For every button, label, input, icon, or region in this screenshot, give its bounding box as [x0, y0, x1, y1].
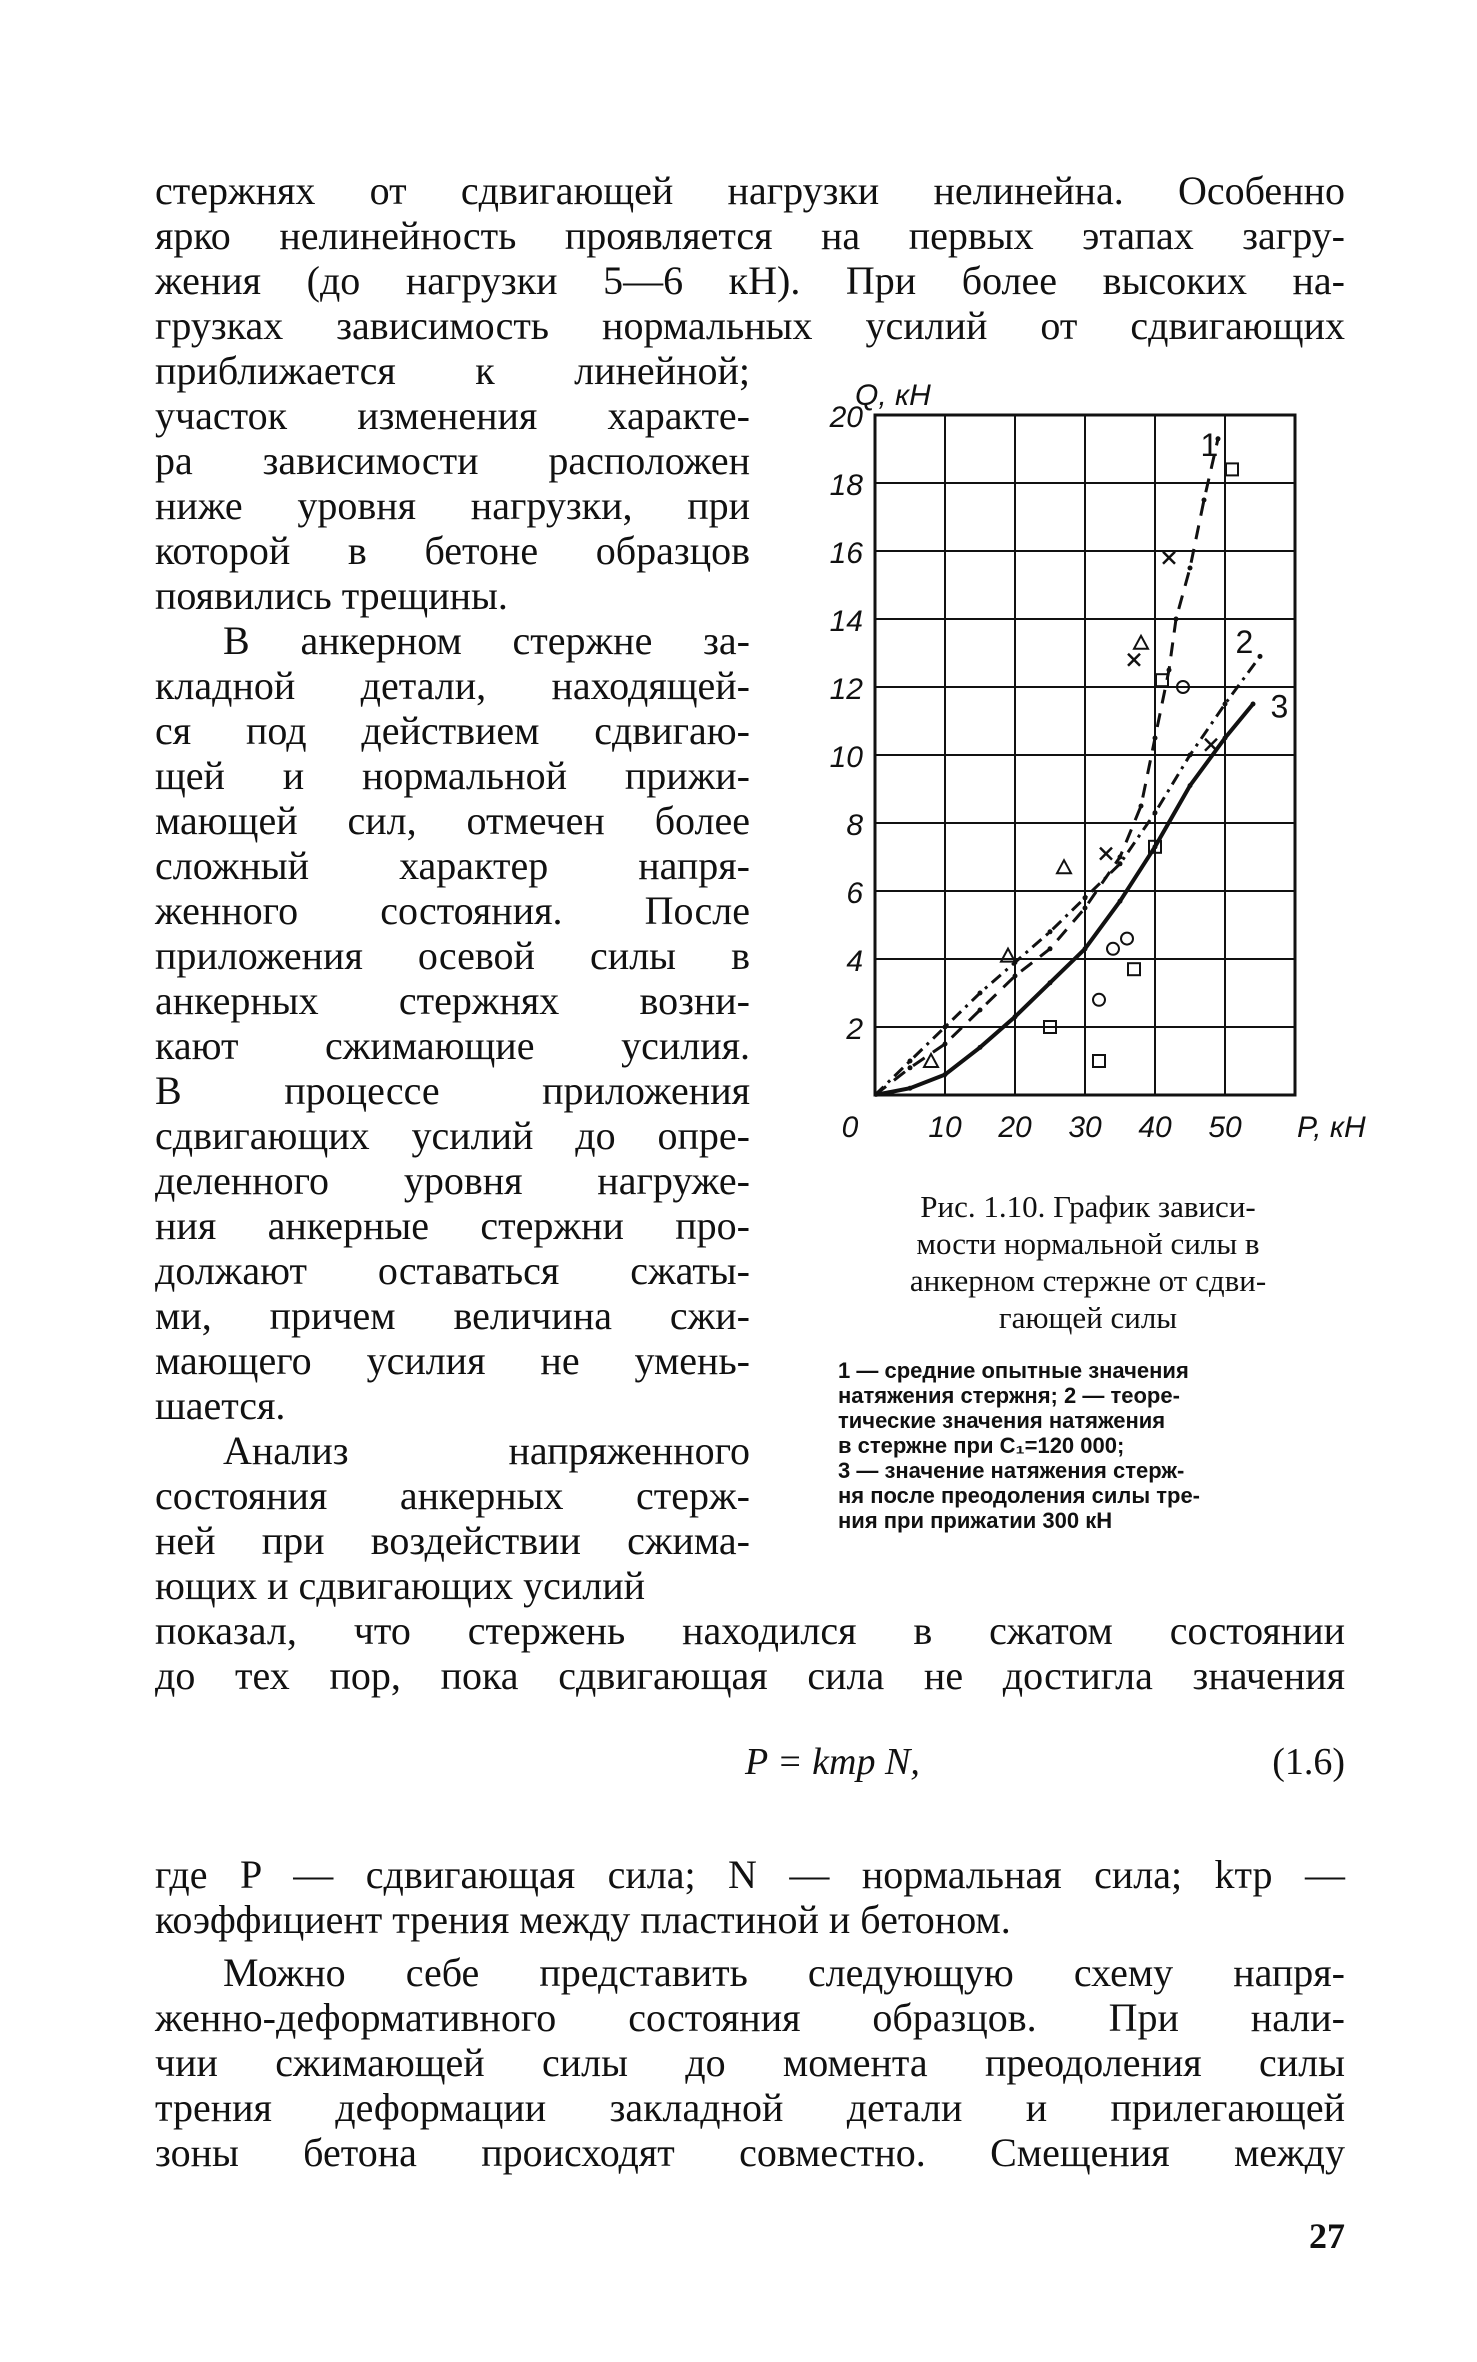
y-tick-label: 2 [846, 1013, 863, 1046]
series-point-3 [908, 1086, 913, 1091]
text-line: которой в бетоне образцов [155, 528, 750, 573]
equation-1-6 [155, 1740, 1345, 1790]
text-line: женно-деформативного состояния образцов. При нали- [155, 1995, 1345, 2040]
y-tick-label: 20 [829, 401, 863, 434]
marker-circle [1093, 994, 1105, 1006]
text-line: ней при воздействии сжима- [155, 1518, 750, 1563]
marker-triangle [1134, 636, 1148, 649]
text-line: ющих и сдвигающих усилий [155, 1563, 646, 1608]
figure-caption [838, 1188, 1338, 1533]
text-line: сдвигающих усилий до опре- [155, 1113, 750, 1158]
caption-legend-line: ня после преодоления силы тре- [838, 1483, 1201, 1508]
text-line: зоны бетона происходят совместно. Смещения между [155, 2130, 1345, 2175]
text-line: Анализ напряженного [223, 1428, 750, 1473]
series-point-1 [1188, 566, 1193, 571]
text-line: состояния анкерных стерж- [155, 1473, 750, 1518]
series-point-1 [1013, 974, 1018, 979]
marker-cross [1100, 848, 1112, 860]
series-point-2 [1223, 702, 1228, 707]
x-tick-label: 10 [928, 1111, 962, 1144]
text-line: ся под действием сдвигаю- [155, 708, 750, 753]
y-tick-label: 12 [829, 673, 863, 706]
caption-title-line: гающей силы [998, 1300, 1178, 1335]
figure-title [838, 1188, 1338, 1336]
series-label-3: 3 [1270, 688, 1289, 725]
text-line: В анкерном стержне за- [223, 618, 750, 663]
x-tick-label: 30 [1068, 1111, 1102, 1144]
caption-legend-line: в стержне при C₁=120 000; [838, 1433, 1125, 1458]
text-line: шается. [155, 1383, 286, 1428]
text-line: стержнях от сдвигающей нагрузки нелинейна. Особенно [155, 168, 1345, 213]
series-point-1 [978, 1008, 983, 1013]
origin-label: 0 [841, 1111, 859, 1144]
series-point-1 [1083, 906, 1088, 911]
marker-square [1226, 463, 1238, 475]
text-line: Можно себе представить следующую схему напря- [223, 1950, 1345, 1995]
marker-circle [1107, 943, 1119, 955]
marker-cross [1163, 552, 1175, 564]
intro-paragraph [155, 168, 1345, 348]
y-tick-label: 18 [829, 469, 863, 502]
series-point-2 [1118, 861, 1123, 866]
final-paragraph [155, 1950, 1345, 2175]
text-line: ния анкерные стержни про- [155, 1203, 750, 1248]
text-line: появились трещины. [155, 573, 508, 618]
text-line: показал, что стержень находился в сжатом состоянии [155, 1608, 1345, 1653]
caption-legend-line: 1 — средние опытные значения [838, 1358, 1189, 1383]
series-point-2 [1048, 929, 1053, 934]
equation-number: (1.6) [1272, 1741, 1345, 1783]
series-point-2 [943, 1025, 948, 1030]
caption-legend-line: натяжения стержня; 2 — теоре- [838, 1383, 1180, 1408]
series-point-1 [1167, 668, 1172, 673]
marker-triangle [1057, 860, 1071, 873]
text-line: чии сжимающей силы до момента преодоления силы [155, 2040, 1345, 2085]
x-axis-label: P, кН [1297, 1111, 1366, 1144]
text-line: участок изменения характе- [155, 393, 750, 438]
series-point-3 [943, 1072, 948, 1077]
marker-square [1128, 963, 1140, 975]
text-line: приближается к линейной; [155, 348, 750, 393]
y-axis-label: Q, кН [855, 379, 931, 412]
marker-cross [1128, 654, 1140, 666]
series-point-1 [943, 1042, 948, 1047]
text-line: ярко нелинейность проявляется на первых этапах загру- [155, 213, 1345, 258]
text-line: коэффициент трения между пластиной и бетоном. [155, 1897, 1011, 1942]
text-line: деленного уровня нагруже- [155, 1158, 750, 1203]
series-label-2: 2 [1235, 624, 1254, 660]
text-line: грузках зависимость нормальных усилий от сдвигающих [155, 303, 1345, 348]
text-line: ра зависимости расположен [155, 438, 750, 483]
marker-triangle [924, 1054, 938, 1067]
text-line: кают сжимающие усилия. [155, 1023, 750, 1068]
y-tick-label: 16 [829, 537, 863, 570]
text-line: щей и нормальной прижи- [155, 753, 750, 798]
series-point-2 [978, 991, 983, 996]
y-tick-label: 4 [846, 945, 863, 978]
series-point-3 [1153, 844, 1158, 849]
y-tick-label: 8 [846, 809, 863, 842]
series-point-1 [1174, 617, 1179, 622]
text-line: жения (до нагрузки 5—6 кН). При более высоких на- [155, 258, 1345, 303]
x-tick-label: 50 [1208, 1111, 1242, 1144]
equation-expression: P = kтр N, [745, 1741, 920, 1783]
series-point-2 [1153, 810, 1158, 815]
text-line: анкерных стержнях возни- [155, 978, 750, 1023]
text-line: мающего усилия не умень- [155, 1338, 750, 1383]
series-point-3 [1083, 946, 1088, 951]
caption-title-line: анкерном стержне от сдви- [909, 1263, 1267, 1298]
series-point-2 [908, 1059, 913, 1064]
series-point-1 [1202, 498, 1207, 503]
series-point-2 [1258, 654, 1263, 659]
series-point-1 [908, 1065, 913, 1070]
series-point-3 [1118, 899, 1123, 904]
series-point-3 [1223, 736, 1228, 741]
text-line: должают оставаться сжаты- [155, 1248, 750, 1293]
series-point-2 [1083, 895, 1088, 900]
series-point-3 [1048, 980, 1053, 985]
text-line: трения деформации закладной детали и прилегающей [155, 2085, 1345, 2130]
text-line: кладной детали, находящей- [155, 663, 750, 708]
text-line: сложный характер напря- [155, 843, 750, 888]
caption-title-line: мости нормальной силы в [916, 1226, 1260, 1261]
series-point-2 [1188, 753, 1193, 758]
left-column-text [155, 348, 750, 1608]
caption-legend-line: 3 — значение натяжения стерж- [838, 1458, 1185, 1483]
text-line: ниже уровня нагрузки, при [155, 483, 750, 528]
caption-title-line: Рис. 1.10. График зависи- [920, 1189, 1256, 1224]
text-line: приложения осевой силы в [155, 933, 750, 978]
continuation-paragraph [155, 1608, 1345, 1698]
series-line-3 [875, 704, 1253, 1095]
text-line: женного состояния. После [155, 888, 750, 933]
text-line: ми, причем величина сжи- [155, 1293, 750, 1338]
y-tick-label: 10 [829, 741, 863, 774]
series-point-1 [1048, 946, 1053, 951]
page-number: 27 [1309, 2216, 1345, 2256]
text-line: где P — сдвигающая сила; N — нормальная сила; kтр — [155, 1852, 1345, 1897]
marker-cross [1205, 739, 1217, 751]
caption-legend-line: ния при прижатии 300 кН [838, 1508, 1113, 1533]
series-line-1 [875, 439, 1218, 1095]
series-point-3 [1251, 702, 1256, 707]
text-line: до тех пор, пока сдвигающая сила не достигла значения [155, 1653, 1345, 1698]
text-line: В процессе приложения [155, 1068, 750, 1113]
y-tick-label: 6 [846, 877, 863, 910]
marker-square [1156, 674, 1168, 686]
series-line-2 [875, 656, 1260, 1095]
series-point-3 [978, 1045, 983, 1050]
x-tick-label: 40 [1138, 1111, 1172, 1144]
series-point-3 [1013, 1014, 1018, 1019]
x-tick-label: 20 [998, 1111, 1032, 1144]
figure-legend [838, 1358, 1338, 1533]
marker-square [1093, 1055, 1105, 1067]
series-point-1 [1153, 736, 1158, 741]
series-label-1: 1 [1200, 426, 1219, 463]
variables-definition [155, 1852, 1345, 1942]
y-tick-label: 14 [829, 605, 863, 638]
caption-legend-line: тические значения натяжения [838, 1408, 1166, 1433]
series-point-3 [1188, 783, 1193, 788]
marker-circle [1121, 933, 1133, 945]
series-point-1 [1139, 804, 1144, 809]
text-line: мающей сил, отмечен более [155, 798, 750, 843]
figure-chart [810, 370, 1366, 1150]
